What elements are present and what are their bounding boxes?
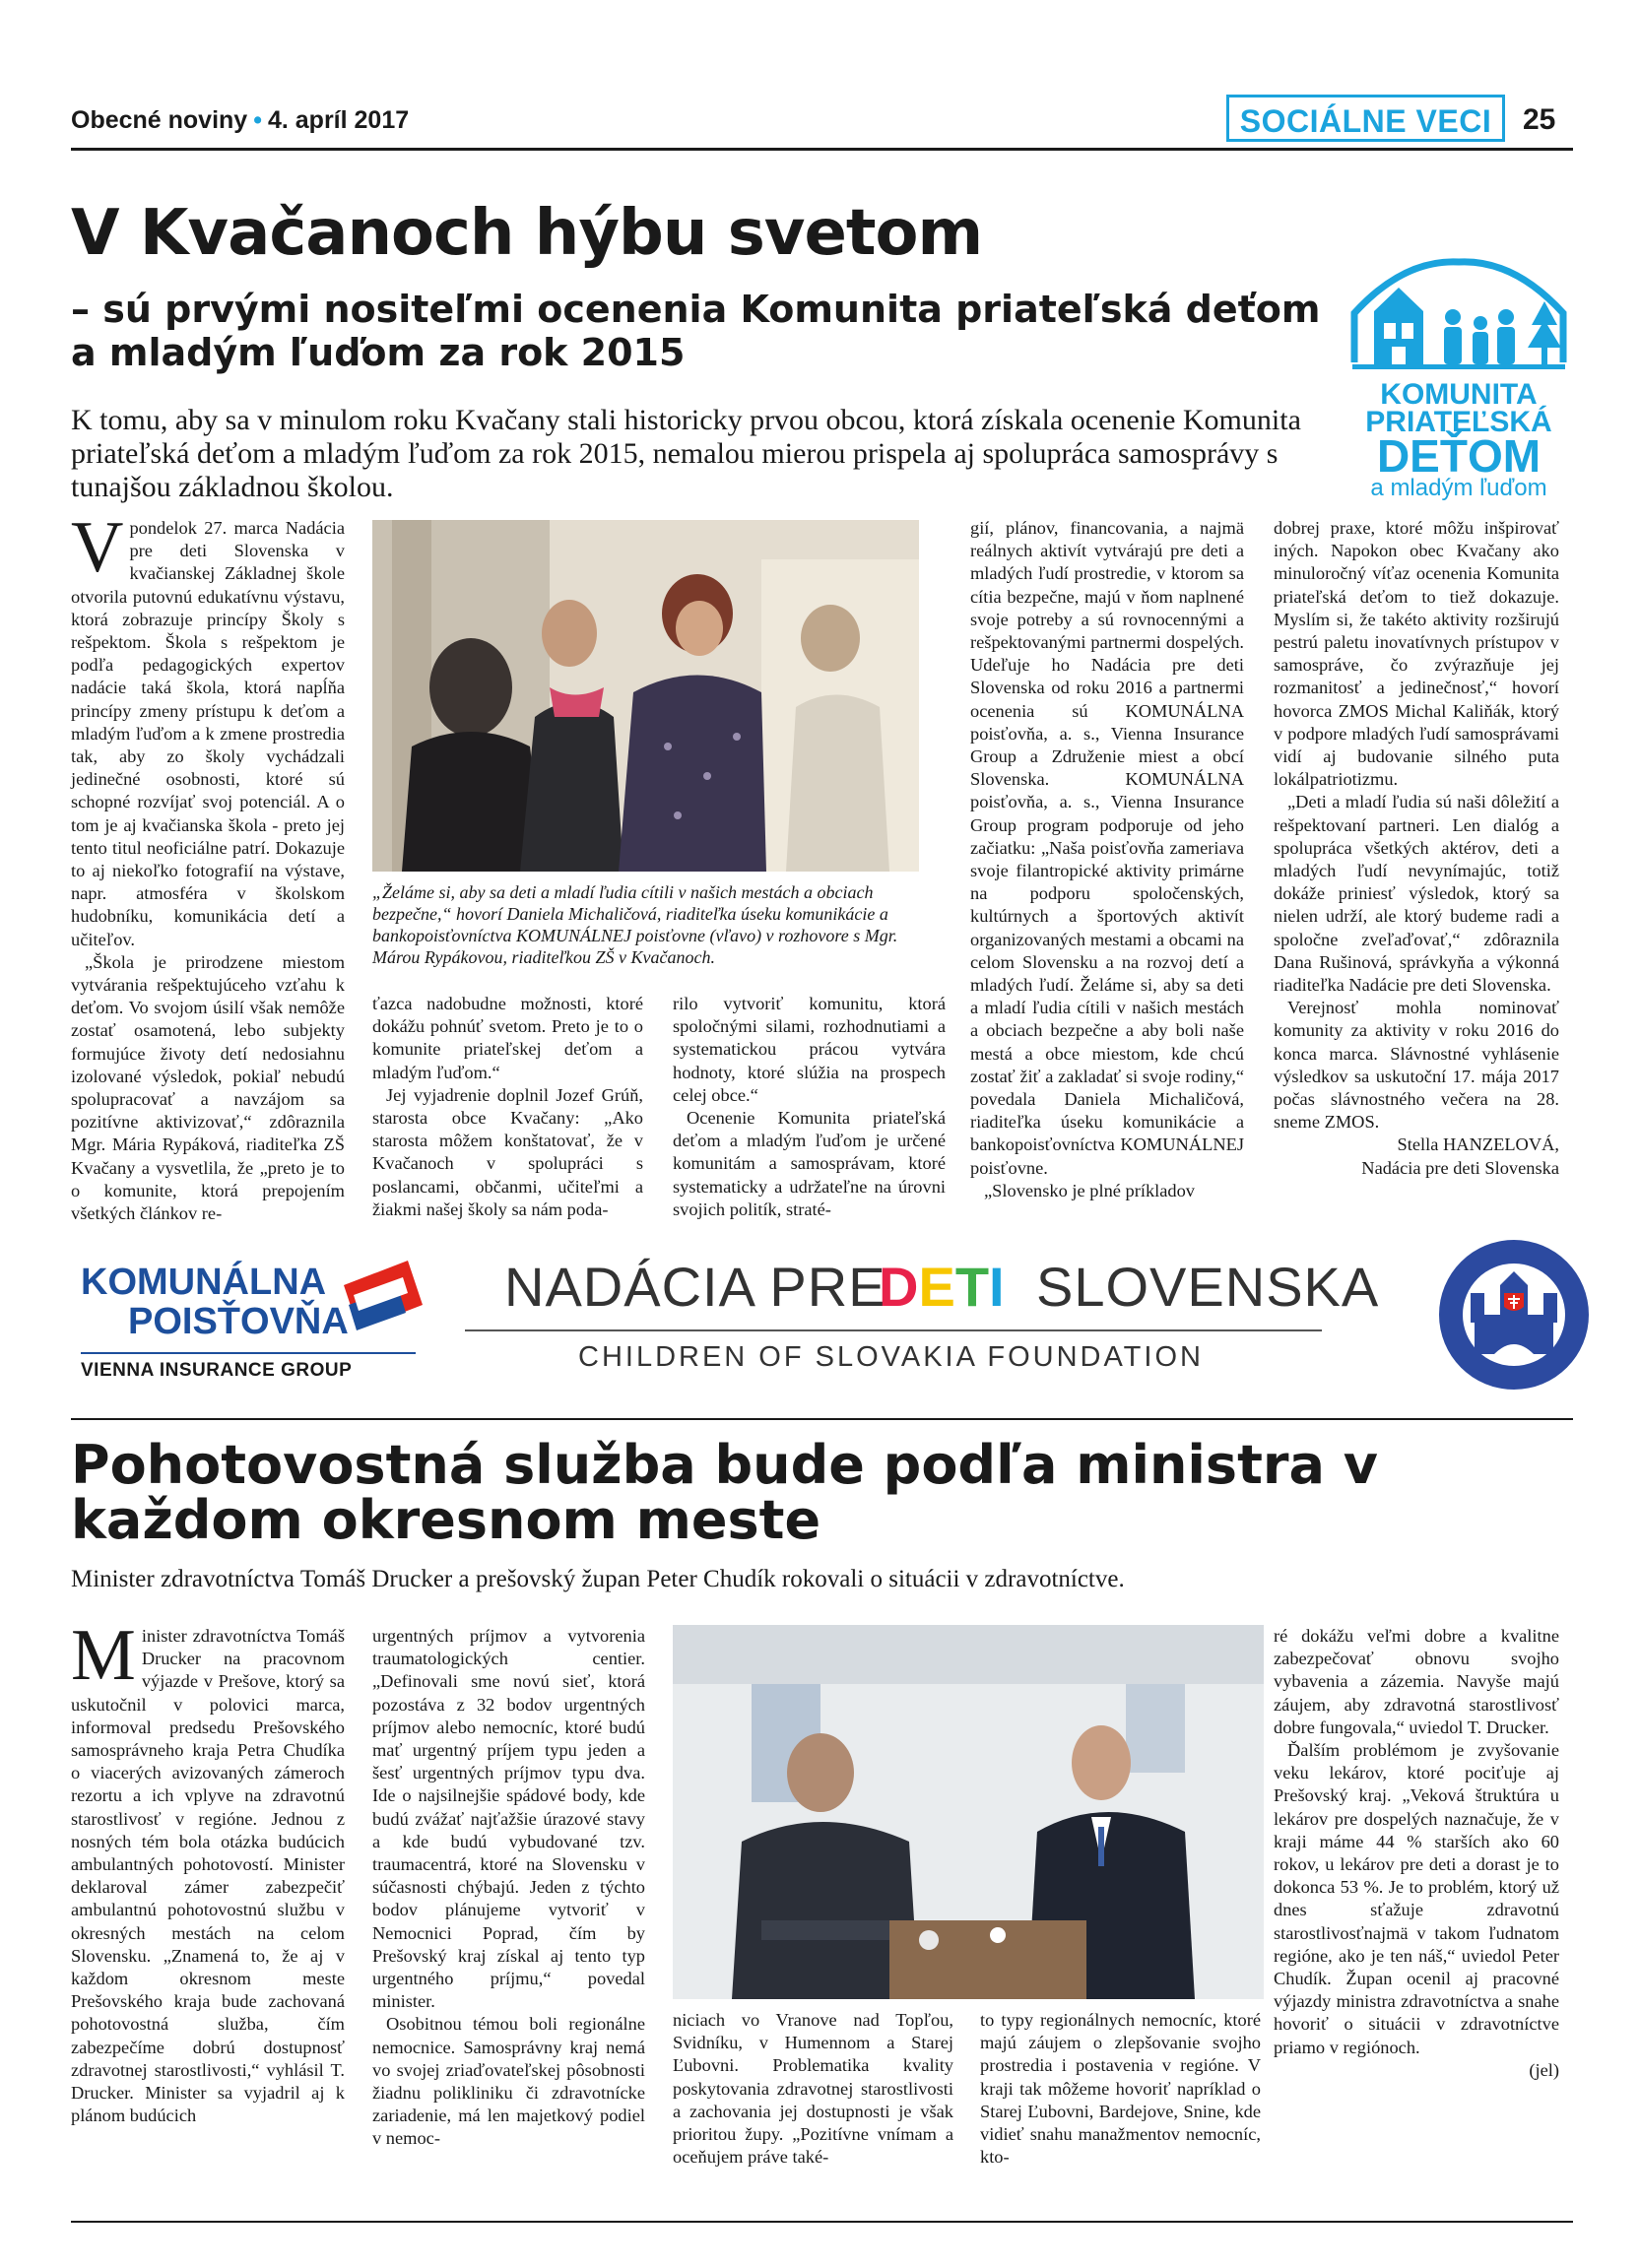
komunalna-flag-icon xyxy=(339,1256,427,1344)
article1-lead: K tomu, aby sa v minulom roku Kvačany stali historicky prvou obcou, ktorá získala ocenenie Komunita priateľská deťom a mladým ľuďom za rok 2015, nemalou mierou prispela aj spolupráca samosprávy s tunajšou základnou školou. xyxy=(71,404,1301,503)
logo-text-komunita: KOMUNITA xyxy=(1380,378,1538,411)
masthead xyxy=(71,106,409,135)
header-rule xyxy=(71,148,1573,151)
nadacia-divider xyxy=(465,1329,1322,1331)
article2-col2-p1: urgentných príjmov a vytvorenia traumatologických centier. „Definovali sme novú sieť, ktorá pozostáva z 32 bodov urgentných príjmov alebo nemocníc, ktoré budú mať urgentný príjem typu jeden a šesť urgentných príjmov typu dva. Ide o najsilnejšie spádové body, kde budú zvážať najťažšie úrazové stavy a kde budú vybudované tzv. traumacentrá, ktoré na Slovensku v súčasnosti chýbajú. Jeden z týchto bodov plánujeme vytvoriť v Nemocnici Poprad, čím by Prešovský kraj získal aj tento typ urgentného príjmu,“ povedal minister. xyxy=(372,1626,645,2012)
issue-date: 4. apríl 2017 xyxy=(267,106,410,134)
footer-rule xyxy=(71,2221,1573,2223)
separator-dot: • xyxy=(253,106,262,134)
article2-col3-p1: niciach vo Vranove nad Topľou, Svidníku, v Humennom a Starej Ľubovni. Problematika kvality poskytovania zdravotnej starostlivosti a zachovania jej dostupnosti je však prioritou župy. „Pozitívne vnímam a oceňujem práve také- xyxy=(673,2010,953,2168)
zmos-seal-icon xyxy=(1435,1236,1593,1393)
article1-col2-p2: Jej vyjadrenie doplnil Jozef Grúň, starosta obce Kvačany: „Ako starosta môžem konštatovať, že v Kvačanoch v spolupráci s poslancami, občanmi, učiteľmi a žiakmi našej školy sa nám poda- xyxy=(372,1084,643,1219)
komunalna-poistovna-logo xyxy=(81,1246,435,1384)
article2-column-2 xyxy=(372,1625,645,2151)
article1-photo xyxy=(372,520,919,872)
section-tag: SOCIÁLNE VECI xyxy=(1226,95,1505,142)
article2-col5-p1: ré dokážu veľmi dobre a kvalitne zabezpečovať obnovu svojho vybavenia a zázemia. Navyše majú záujem, aby zdravotná starostlivosť dobre fungovala,“ uviedol T. Drucker. xyxy=(1274,1626,1559,1737)
article2-column-4 xyxy=(980,2009,1261,2169)
article1-subtitle: – sú prvými nositeľmi ocenenia Komunita priateľská deťom a mladým ľuďom za rok 2015 xyxy=(71,288,1321,374)
house-family-icon xyxy=(1345,254,1573,382)
photo-meeting xyxy=(673,1625,1264,1999)
nadacia-text-1: NADÁCIA PRE xyxy=(504,1256,886,1318)
logo-text-mladym: a mladým ľuďom xyxy=(1370,475,1547,501)
article1-title: V Kvačanoch hýbu svetom xyxy=(71,197,983,270)
article1-col2-p1: ťazca nadobudne možnosti, ktoré dokážu pohnúť svetom. Preto je to o komunite priateľskej deťom a mladým ľuďom.“ xyxy=(372,994,643,1082)
article2-column-5 xyxy=(1274,1625,1559,2082)
article2-column-3 xyxy=(673,2009,953,2169)
article1-col3-p1: rilo vytvoriť komunitu, ktorá spoločnými silami, rozhodnutiami a systematickou prácou vytvára hodnoty, ktoré slúžia na prospech celej obce.“ xyxy=(673,994,946,1105)
article1-column-2 xyxy=(372,993,643,1221)
page-number: 25 xyxy=(1523,103,1556,136)
zmos-seal-logo xyxy=(1435,1236,1593,1393)
article1-col5-p1: dobrej praxe, ktoré môžu inšpirovať iných. Napokon obec Kvačany ako minuloročný víťaz ocenenia Komunita priateľská deťom to tiež dokazuje. Myslím si, že takéto aktivity rozširujú pestrú paletu inovatívnych prístupov v samospráve, čo zvýrazňuje jej rozmanitosť a jedinečnosť,“ hovorí hovorca ZMOS Michal Kaliňák, ktorý v podpore mladých ľudí samosprávami vidí aj budovanie silného puta lokálpatriotizmu. xyxy=(1274,518,1559,790)
article1-author: Stella HANZELOVÁ, xyxy=(1397,1134,1559,1155)
section-divider xyxy=(71,1418,1573,1420)
article1-column-3 xyxy=(673,993,946,1221)
komunalna-divider xyxy=(81,1352,416,1354)
article2-col1-text: inister zdravotníctva Tomáš Drucker na pracovnom výjazde v Prešove, ktorý sa uskutočnil v polovici marca, informoval predsedu Prešovského samosprávneho kraja Petra Chudíka o viacerých avizovaných zámeroch rezortu a ich vplyve na zdravotnú starostlivosť v regióne. Jednou z nosných tém bola otázka budúcich ambulantných pohotovostí. Minister deklaroval zámer zabezpečiť ambulantnú pohotovostnú službu v okresných mestách na celom Slovensku. „Znamená to, že aj v každom okresnom meste Prešovského kraja bude zachovaná pohotovostná služba, čím zabezpečíme dobrú dostupnosť zdravotnej starostlivosti,“ vyhlásil T. Drucker. Minister sa vyjadril aj k plánom budúcich xyxy=(71,1626,345,2126)
article2-col2-p2: Osobitnou témou boli regionálne nemocnice. Samosprávny kraj nemá vo svojej zriaďovateľskej pôsobnosti žiadnu polikliniku či zdravotnícke zariadenie, má len majetkový podiel v nemoc- xyxy=(372,2014,645,2149)
article2-author: (jel) xyxy=(1529,2059,1559,2080)
sponsor-logo-bar xyxy=(71,1236,1573,1403)
nadacia-text-deti: DETI xyxy=(879,1256,1005,1318)
article2-col4-p1: to typy regionálnych nemocníc, ktoré majú záujem o zlepšovanie svojho prostredia i postavenia v regióne. V kraji tak môžeme hovoriť napríklad o Starej Ľubovni, Bardejove, Snine, kde vidieť snahu manažmentov nemocníc, kto- xyxy=(980,2010,1261,2168)
logo-text-detom: DEŤOM xyxy=(1376,430,1542,482)
komunita-logo xyxy=(1345,254,1573,500)
publication-name: Obecné noviny xyxy=(71,106,248,134)
article2-title: Pohotovostná služba bude podľa ministra v každom okresnom meste xyxy=(71,1434,1378,1551)
dropcap: M xyxy=(71,1615,136,1696)
article2-column-1 xyxy=(71,1615,345,2127)
nadacia-text-3: CHILDREN OF SLOVAKIA FOUNDATION xyxy=(578,1341,1204,1373)
article1-author-org: Nadácia pre deti Slovenska xyxy=(1361,1157,1559,1178)
logo-text-priatelska: PRIATEĽSKÁ xyxy=(1365,406,1552,438)
komunalna-text-1: KOMUNÁLNA xyxy=(81,1262,327,1303)
article1-col3-p2: Ocenenie Komunita priateľská deťom a mladým ľuďom je určené komunitám a samosprávam, ktoré systematicky a udržateľne na úrovni svojich politík, straté- xyxy=(673,1108,946,1219)
dropcap: V xyxy=(71,507,124,588)
nadacia-pre-deti-logo xyxy=(465,1251,1380,1379)
article2-col5-p2: Ďalším problémom je zvyšovanie veku lekárov, ktoré pociťuje aj Prešovský kraj. „Veková štruktúra u lekárov pre dospelých naznačuje, že v kraji máme 44 % starších ako 60 rokov, u lekárov pre deti a dorast je to dokonca 53 %. Je to problém, ktorý už dnes sťažuje zdravotnú starostlivosťnajmä v takom ľudnatom regióne, ako je ten náš,“ uviedol Peter Chudík. Župan ocenil aj pracovné výjazdy ministra zdravotníctva a snahe hovoriť o situácii v zdravotníctve priamo v regiónoch. xyxy=(1274,1740,1559,2057)
article1-col5-p2: „Deti a mladí ľudia sú naši dôležití a rešpektovaní partneri. Len dialóg a spolupráca všetkých aktérov, deti a mladých ľudí nevynímajúc, totiž dokáže priniesť výsledok, ktorý sa nielen udrží, ale ktorý budeme radi a spoločne zveľaďovať,“ zdôraznila Dana Rušinová, správkyňa a výkonná riaditeľka Nadácie pre deti Slovenska. xyxy=(1274,792,1559,996)
article1-col4-p1: gií, plánov, financovania, a najmä reálnych aktivít vytvárajú pre deti a mladých ľudí prostredie, v ktorom sa cítia bezpečne, majú v ňom naplnené svoje potreby a sú rovnocennými a rešpektovanými partnermi dospelých. Udeľuje ho Nadácia pre deti Slovenska od roku 2016 a partnermi ocenenia sú KOMUNÁLNA poisťovňa, a. s., Vienna Insurance Group a Združenie miest a obcí Slovenska. KOMUNÁLNA poisťovňa, a. s., Vienna Insurance Group program podporuje od jeho začiatku: „Naša poisťovňa zameriava svoje filantropické aktivity primárne na podporu spoločenských, kultúrnych a športových aktivít organizovaných mestami a obcami na celom Slovensku a na rozvoj detí a mladých ľudí. Želáme si, aby sa deti a mladí ľudia cítili v našich mestách a obciach bezpečne a aby boli naše mestá a obce miestom, kde chcú zostať žiť a zakladať si svoje rodiny,“ povedala Daniela Michaličová, riaditeľka úseku komunikácie a bankopoisťovníctva KOMUNÁLNEJ poisťovne. xyxy=(970,518,1244,1178)
article1-column-4 xyxy=(970,517,1244,1202)
article2-photo xyxy=(673,1625,1264,1999)
article1-col1-text: pondelok 27. marca Nadácia pre deti Slovenska v kvačianskej Základnej škole otvorila putovnú edukatívnu výstavu, ktorá zobrazuje princípy Školy s rešpektom. Škola s rešpektom je podľa pedagogických expertov nadácie taká škola, ktorá napĺňa princípy zmeny prístupu k deťom a mladým ľuďom a k zmene prostredia tak, aby zo školy vychádzali jedinečné osobnosti, ktoré sú schopné rozvíjať svoj potenciál. A o tom je aj kvačianska škola - preto jej tento titul neoficiálne patrí. Dokazuje to aj niekoľko fotografií na výstave, napr. atmosféra v školskom hudobníku, komunikácia detí a učiteľov. xyxy=(71,518,345,949)
article1-col4-p2: „Slovensko je plné príkladov xyxy=(984,1180,1196,1200)
article1-col5-p3: Verejnosť mohla nominovať komunity za aktivity v roku 2016 do konca marca. Slávnostné vyhlásenie výsledkov sa uskutoční 17. mája 2017 počas slávnostného večera na 28. sneme ZMOS. xyxy=(1274,998,1559,1133)
article1-column-1 xyxy=(71,507,345,1225)
article2-lead: Minister zdravotníctva Tomáš Drucker a prešovský župan Peter Chudík rokovali o situácii v zdravotníctve. xyxy=(71,1566,1125,1592)
komunalna-text-3: VIENNA INSURANCE GROUP xyxy=(81,1360,353,1381)
article1-col1-p2: „Škola je prirodzene miestom vytvárania rešpektujúceho vzťahu k deťom. Vo svojom úsilí však nemôže zostať osamotená, lebo subjekty formujúce životy detí nedosiahnu izolované výsledok, pokiaľ nebudú spolupracovať a navzájom sa pozitívne aktivizovať,“ zdôraznila Mgr. Mária Rypáková, riaditeľka ZŠ Kvačany a vysvetlila, že „preto je to o komunite, ktorá prepojením všetkých článkov re- xyxy=(71,951,345,1224)
article1-photo-caption: „Želáme si, aby sa deti a mladí ľudia cítili v našich mestách a obciach bezpečne,“ hovorí Daniela Michaličová, riaditeľka úseku komunikácie a bankopoisťovníctva KOMUNÁLNEJ poisťovne (vľavo) v rozhovore s Mgr. Márou Rypákovou, riaditeľkou ZŠ v Kvačanoch. xyxy=(372,882,898,967)
article1-column-5 xyxy=(1274,517,1559,1180)
komunalna-text-2: POISŤOVŇA xyxy=(128,1301,349,1342)
nadacia-text-2: SLOVENSKA xyxy=(1036,1256,1380,1318)
photo-women-talking xyxy=(372,520,919,872)
